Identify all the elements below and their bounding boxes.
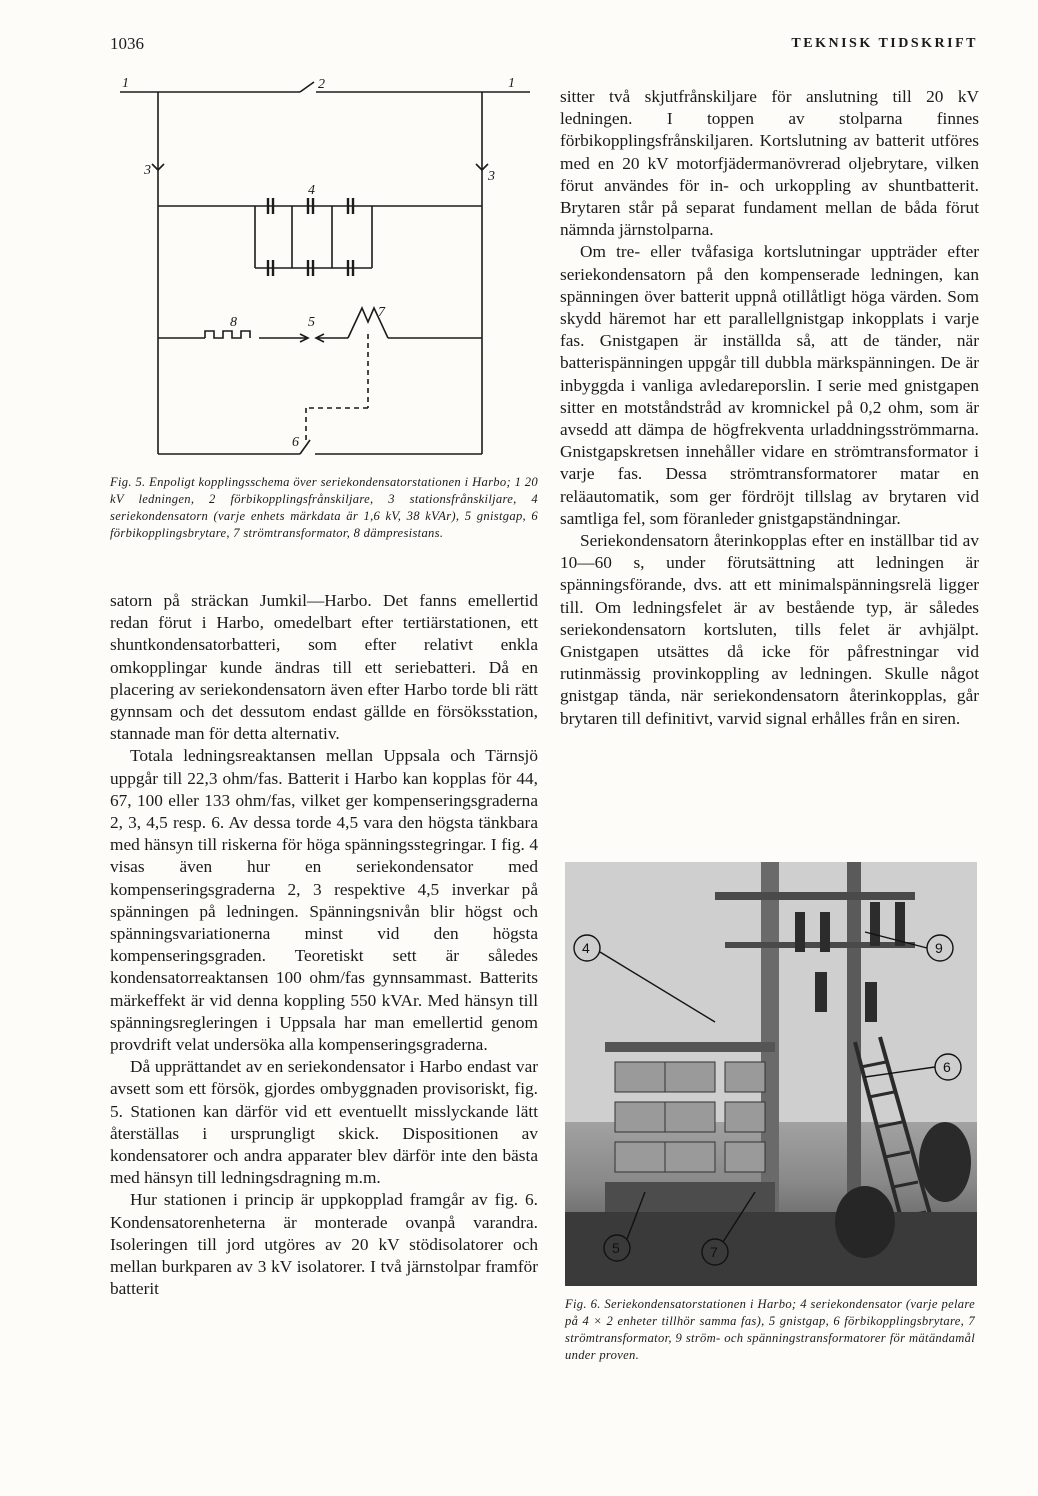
photo-drawing: [565, 862, 977, 1286]
page-header: [110, 34, 978, 58]
fig6-photo: [565, 862, 977, 1286]
journal-title: TEKNISK TIDSKRIFT: [791, 36, 978, 51]
left-column: [110, 590, 538, 1301]
fig6-callout-5: 5: [612, 1240, 620, 1256]
paragraph: Då upprättandet av en seriekondensator i Harbo endast var avsett som ett försök, gjordes ombyggnaden provisoriskt, fig. 5. Stationen kan därför vid ett eventuellt misslyckande lätt återställas i ursprungligt skick. Dispositionen av kondensatorer och andra apparater blev därför inte den bästa med hänsyn till ledningsdragning m.m.: [110, 1057, 538, 1188]
fig5-label-1b: 1: [508, 76, 515, 91]
paragraph: Om tre- eller tvåfasiga kortslutningar uppträder efter seriekondensatorn på den kompenserade ledningen, kan spänningen över batterit uppnå otillåtligt höga värden. Som skydd häremot har ett parallellgnistgap inkopplats i varje fas. Gnistgapen är inställda så, att de tänder, när batterispänningen uppgår till dubbla märkspänningen. De är inbyggda i vanliga avledareporslin. I serie med gnistgapen sitter en motståndstråd av kromnickel på 0,2 ohm, som är avsedd att dämpa de högfrekventa urladdningsströmmarna. Gnistgapskretsen innehåller vidare en strömtransformator i varje fas. Dessa strömtransformatorer matar en reläautomatik, som ger fördröjt tillslag av brytaren vid samtliga fel, som föranleder gnistgapständningar.: [560, 242, 979, 528]
fig6-callout-7: 7: [710, 1244, 718, 1260]
paragraph: sitter två skjutfrånskiljare för anslutning till 20 kV ledningen. I toppen av stolparna finnes förbikopplingsfrånskiljaren. Kortslutning av batterit utföres med en 20 kV motorfjädermanövrerad oljebrytare, vilken förut användes för in- och urkoppling av shuntbatterit. Brytaren står på separat fundament mellan de båda förut nämnda järnstolparna.: [560, 87, 979, 240]
right-column: [560, 86, 979, 730]
circuit-svg: [110, 72, 540, 472]
fig5-label-5: 5: [308, 315, 315, 330]
fig5-label-1a: 1: [122, 76, 129, 91]
fig6-callout-4: 4: [582, 940, 590, 956]
fig5-caption: Fig. 5. Enpoligt kopplingsschema över seriekondensatorstationen i Harbo; 1 20 kV ledningen, 2 förbikopplingsfrånskiljare, 3 stationsfrånskiljare, 4 seriekondensatorn (varje enhets märkdata är 1,6 kV, 38 kVAr), 5 gnistgap, 6 förbikopplingsbrytare, 7 strömtransformator, 8 dämpresistans.: [110, 475, 538, 540]
fig6-callout-9: 9: [935, 940, 943, 956]
fig5-label-4: 4: [308, 183, 315, 198]
paragraph: satorn på sträckan Jumkil—Harbo. Det fanns emellertid redan förut i Harbo, omedelbart efter tertiärstationen, ett shuntkondensatorbatteri, som efter relativt enkla omkopplingar kunde ändras till ett seriebatteri. Då en placering av seriekondensatorn även efter Harbo torde bli rätt gynnsam och det dessutom endast gällde en försöksstation, stannade man för detta alternativ.: [110, 591, 538, 744]
fig6-caption: Fig. 6. Seriekondensatorstationen i Harbo; 4 seriekondensator (varje pelare på 4 × 2 enheter tillhör samma fas), 5 gnistgap, 6 förbikopplingsbrytare, 7 strömtransformator, 9 ström- och spänningstransformatorer för mätändamål under proven.: [565, 1297, 975, 1362]
page-number: 1036: [110, 34, 144, 53]
fig5-circuit-diagram: [110, 72, 540, 472]
paragraph: Hur stationen i princip är uppkopplad framgår av fig. 6. Kondensatorenheterna är monterade ovanpå varandra. Isoleringen till jord utgöres av 20 kV stödisolatorer och mellan burkparen av 3 kV isolatorer. I två järnstolpar framför batterit: [110, 1190, 538, 1299]
paragraph: Totala ledningsreaktansen mellan Uppsala och Tärnsjö uppgår till 22,3 ohm/fas. Batterit i Harbo kan kopplas för 44, 67, 100 eller 133 ohm/fas, vilket ger kompenseringsgraderna 2, 3, 4,5 resp. 6. Av dessa torde 4,5 vara den högsta tänkbara med hänsyn till riskerna för höga spänningsstegringar. I fig. 4 visas även hur en seriekondensator med kompenseringsgraderna 2, 3 respektive 4,5 inverkar på spänningen på ledningen. Spänningsnivån blir högst och spänningsvariationerna minst vid den högsta kompenseringsgraden. Teoretiskt sett är således kondensatorreaktansen 100 ohm/fas gynnsammast. Batterits märkeffekt är vid denna koppling 550 kVAr. Med hänsyn till spänningsregleringen i Uppsala har man emellertid genom provdrift velat undersöka alla kompenseringsgraderna.: [110, 746, 538, 1055]
fig5-label-2: 2: [318, 77, 325, 92]
fig5-label-3a: 3: [144, 163, 151, 178]
fig5-label-6: 6: [292, 435, 299, 450]
fig6-callout-6: 6: [943, 1059, 951, 1075]
fig5-label-8: 8: [230, 315, 237, 330]
paragraph: Seriekondensatorn återinkopplas efter en inställbar tid av 10—60 s, under förutsättning att ledningen är spänningsförande, dvs. att ett minimalspänningsrelä ligger till. Om ledningsfelet är av bestående typ, är således seriekondensatorn kortsluten, tills felet är avhjälpt. Gnistgapen utsättes då icke för påfrestningar vid rutinmässig provinkoppling av ledningen. Skulle något gnistgap tända, när seriekondensatorn återinkopplas, går brytaren till definitivt, varvid signal erhålles från en siren.: [560, 531, 979, 728]
fig5-label-7: 7: [378, 305, 385, 320]
fig5-label-3b: 3: [488, 169, 495, 184]
